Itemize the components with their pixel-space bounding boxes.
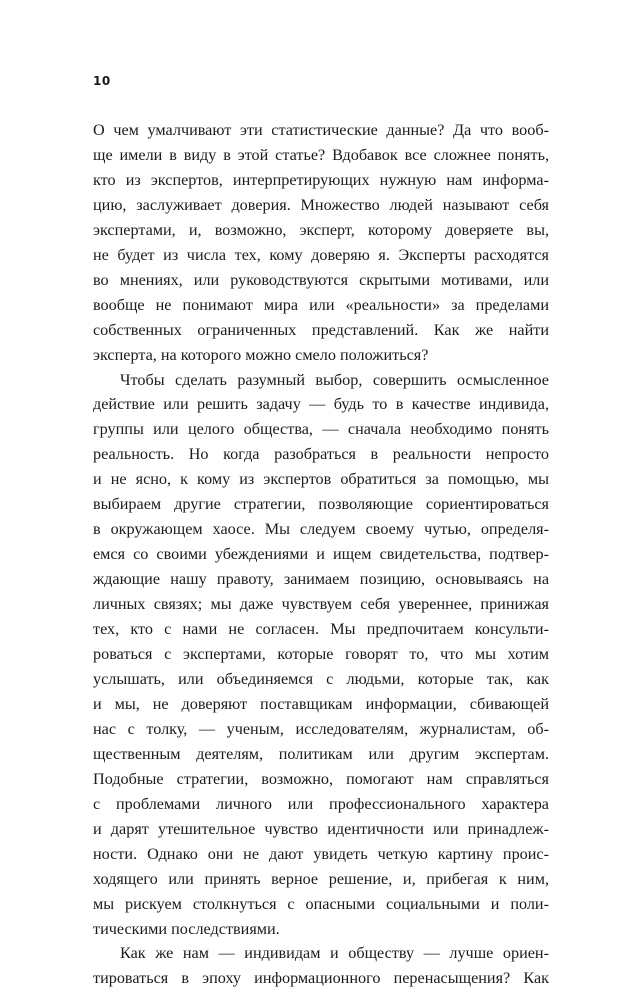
text-line: роваться с экспертами, которые говорят то, что мы хотим xyxy=(93,645,549,664)
text-line: тех, кто с нами не согласен. Мы предпочитаем консульти- xyxy=(93,620,549,639)
text-line: емся со своими убеждениями и ищем свидетельства, подтвер- xyxy=(93,545,549,564)
text-line: нас с толку, — ученым, исследователям, журналистам, об- xyxy=(93,719,549,738)
text-line: во мнениях, или руководствуются скрытыми мотивами, или xyxy=(93,270,549,289)
text-line: и не ясно, к кому из экспертов обратиться за помощью, мы xyxy=(93,470,549,489)
text-line: мы рискуем столкнуться с опасными социальными и поли- xyxy=(93,894,549,913)
text-line: ждающие нашу правоту, занимаем позицию, основываясь на xyxy=(93,570,549,589)
text-line: Чтобы сделать разумный выбор, совершить осмысленное xyxy=(120,370,549,389)
text-line: ности. Однако они не дают увидеть четкую картину проис- xyxy=(93,844,549,863)
page-number: 10 xyxy=(93,74,111,88)
text-line: с проблемами личного или профессионального характера xyxy=(93,794,549,813)
text-line: реальность. Но когда разобраться в реальности непросто xyxy=(93,445,549,464)
text-line: собственных ограниченных представлений. Как же найти xyxy=(93,320,549,339)
paragraph xyxy=(93,941,549,991)
text-line: тироваться в эпоху информационного перенасыщения? Как xyxy=(93,969,549,988)
text-line: ходящего или принять верное решение, и, прибегая к ним, xyxy=(93,869,549,888)
text-line: вообще не понимают мира или «реальности» за пределами xyxy=(93,295,549,314)
text-line: и мы, не доверяют поставщикам информации, сбивающей xyxy=(93,694,549,713)
text-line: в окружающем хаосе. Мы следуем своему чутью, определя- xyxy=(93,520,549,539)
text-line: кто из экспертов, интерпретирующих нужную нам информа- xyxy=(93,170,549,189)
text-line: тическими последствиями. xyxy=(93,919,280,938)
text-line: эксперта, на которого можно смело положиться? xyxy=(93,345,429,364)
text-line: Как же нам — индивидам и обществу — лучше ориен- xyxy=(120,944,549,963)
text-line: не будет из числа тех, кому доверяю я. Эксперты расходятся xyxy=(93,245,549,264)
text-line: Подобные стратегии, возможно, помогают нам справляться xyxy=(93,769,549,788)
text-line: группы или целого общества, — сначала необходимо понять xyxy=(93,420,549,439)
text-line: экспертами, и, возможно, эксперт, которому доверяете вы, xyxy=(93,220,549,239)
text-line: выбираем другие стратегии, позволяющие сориентироваться xyxy=(93,495,549,514)
text-line: ще имели в виду в этой статье? Вдобавок все сложнее понять, xyxy=(93,145,549,164)
text-line: услышать, или объединяемся с людьми, которые так, как xyxy=(93,669,549,688)
paragraph xyxy=(93,118,549,368)
body-text xyxy=(93,118,549,991)
text-line: и дарят утешительное чувство идентичности или принадлеж- xyxy=(93,819,549,838)
text-line: щественным деятелям, политикам или другим экспертам. xyxy=(93,744,549,763)
text-line: действие или решить задачу — будь то в качестве индивида, xyxy=(93,395,549,414)
text-line: О чем умалчивают эти статистические данные? Да что вооб- xyxy=(93,121,549,139)
paragraph xyxy=(93,368,549,942)
text-line: цию, заслуживает доверия. Множество людей называют себя xyxy=(93,195,549,214)
text-line: личных связях; мы даже чувствуем себя увереннее, принижая xyxy=(93,595,549,614)
